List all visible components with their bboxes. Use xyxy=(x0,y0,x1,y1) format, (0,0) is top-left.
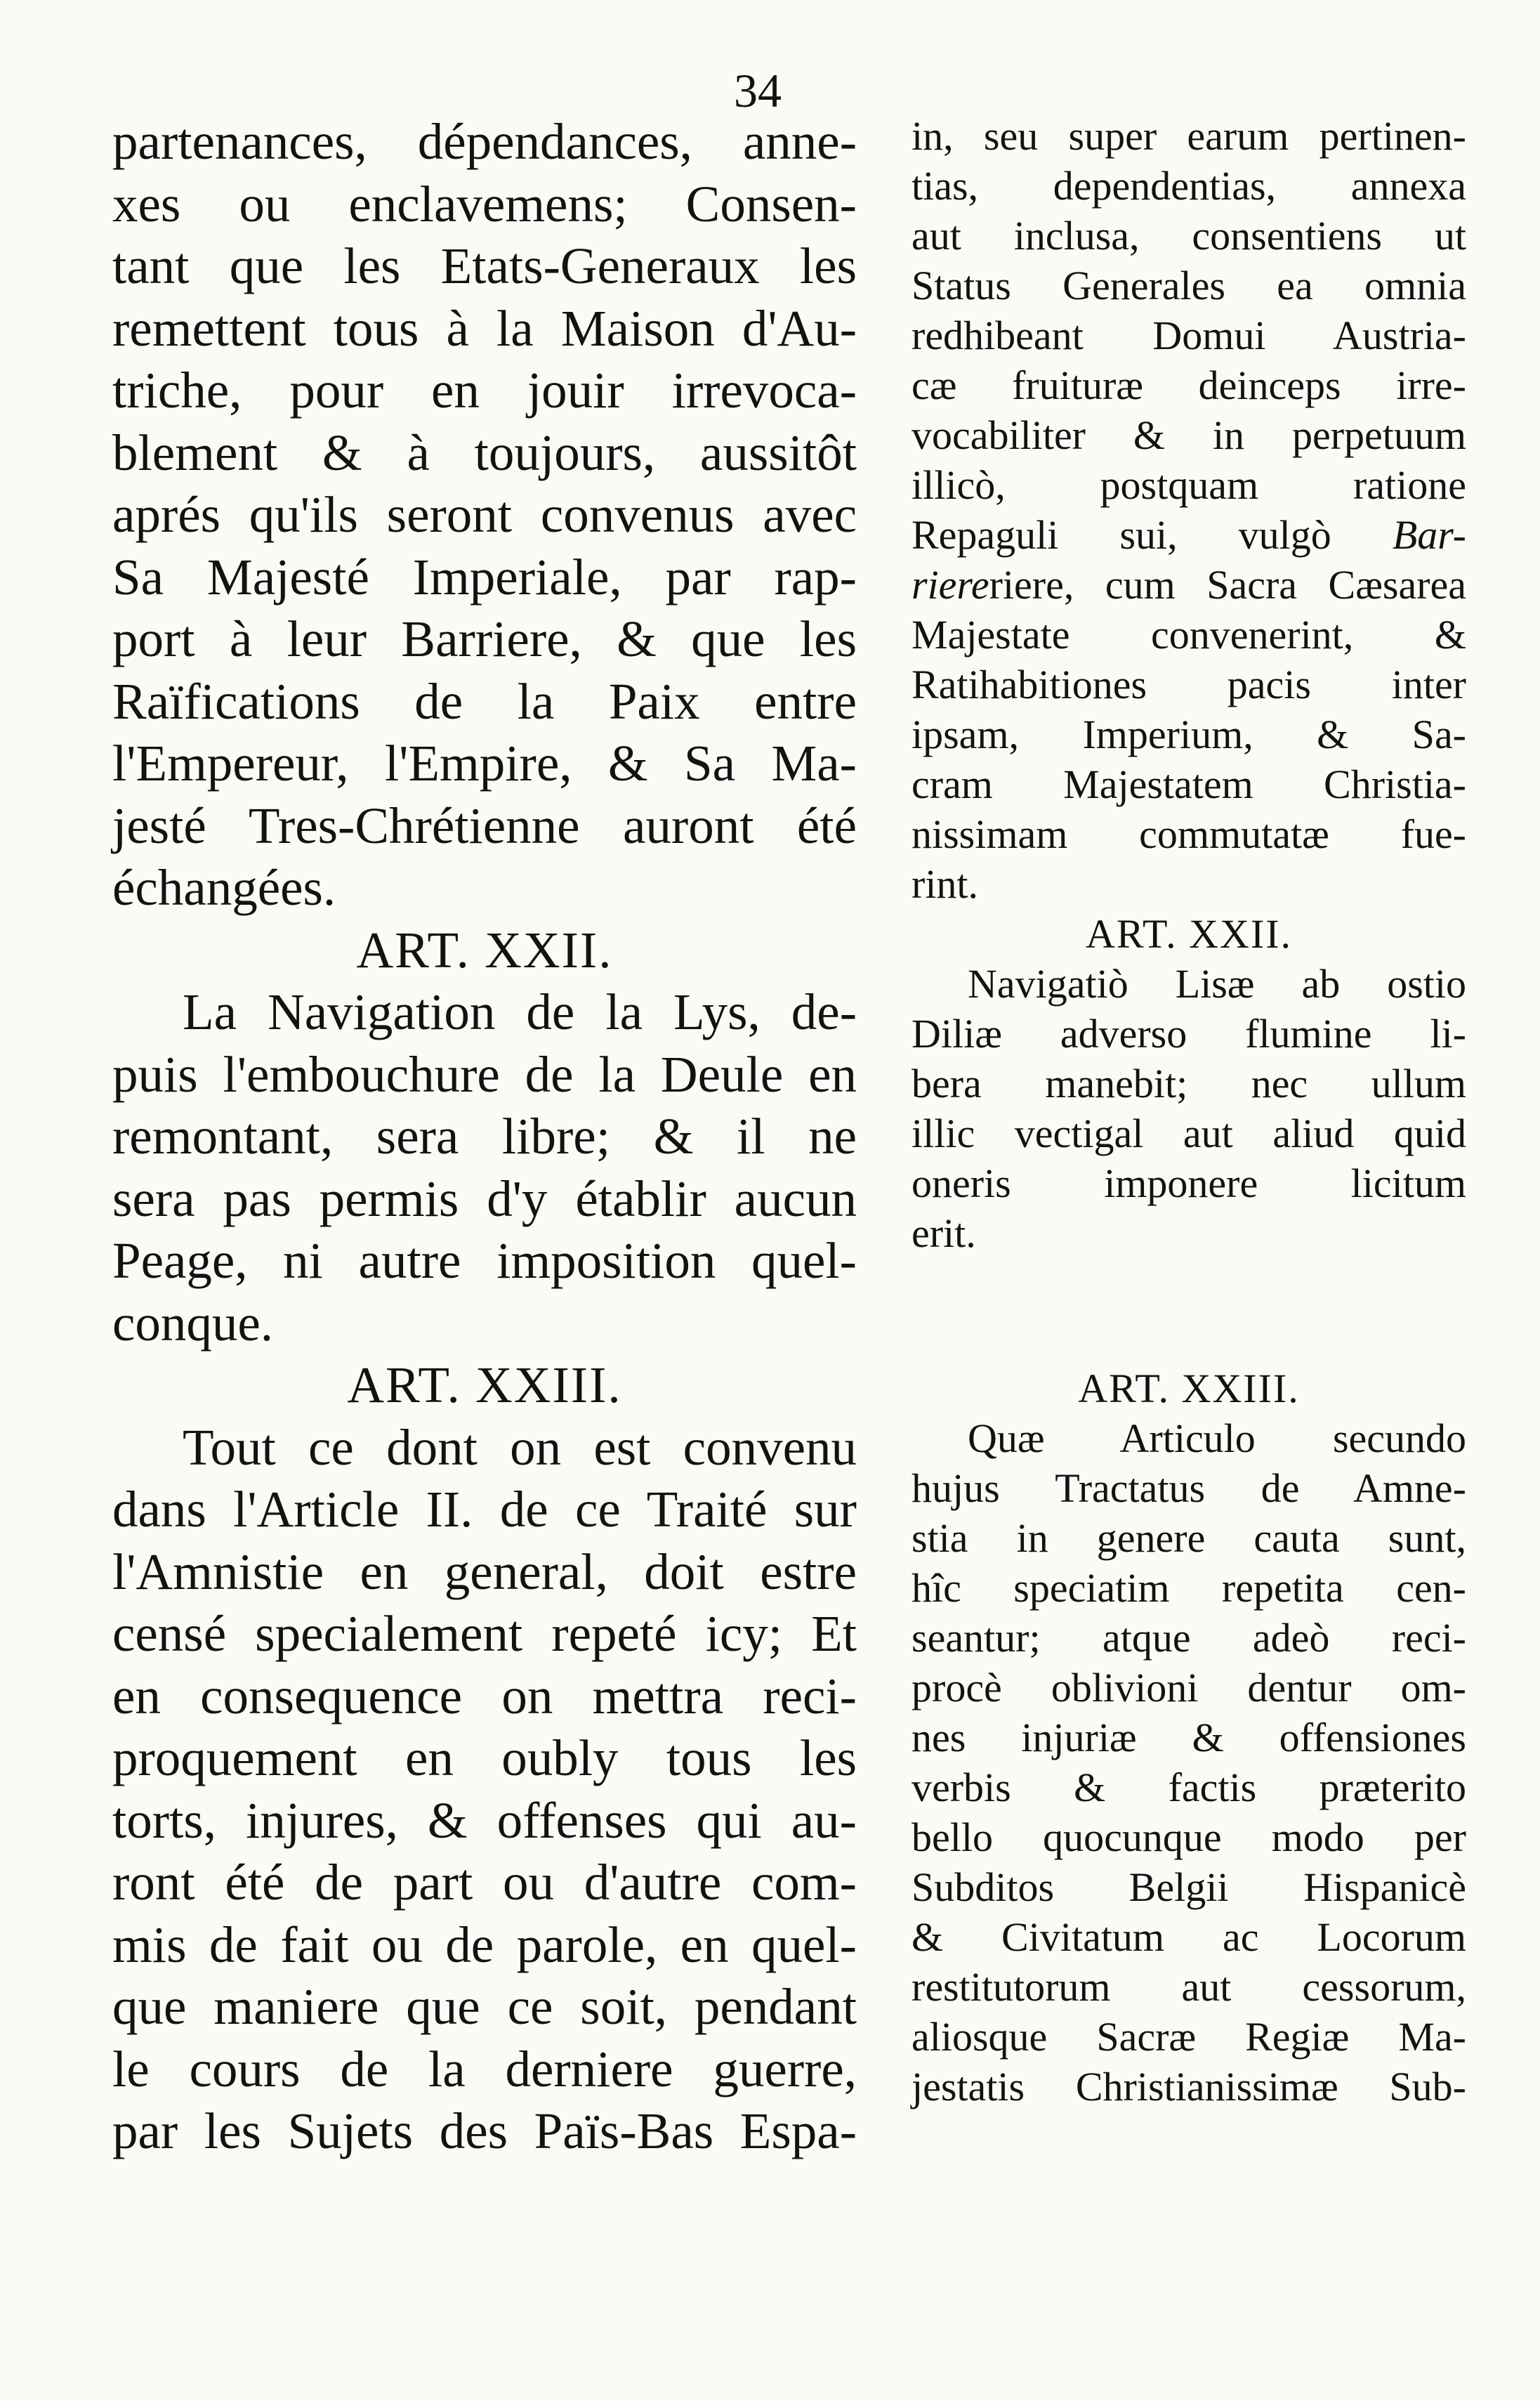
text-line: triche, pour en jouir irrevoca- xyxy=(112,362,857,419)
text-line: nes injuriæ & offensiones xyxy=(912,1715,1466,1760)
text-line: jestatis Christianissimæ Sub- xyxy=(912,2064,1466,2109)
text-line: mis de fait ou de parole, en quel- xyxy=(112,1916,857,1973)
text-line: aliosque Sacræ Regiæ Ma- xyxy=(912,2014,1466,2060)
text-line: tant que les Etats-Generaux les xyxy=(112,237,857,294)
latin-column xyxy=(912,111,1466,2112)
text-line: cram Majestatem Christia- xyxy=(912,761,1466,807)
article-23-text-fr xyxy=(112,1417,857,2163)
text-line: verbis & factis præterito xyxy=(912,1765,1466,1810)
text-line: que maniere que ce soit, pendant xyxy=(112,1978,857,2035)
text-line: Diliæ adverso flumine li- xyxy=(912,1011,1466,1056)
text-line: remettent tous à la Maison d'Au- xyxy=(112,299,857,357)
article-22-heading-fr: ART. XXII. xyxy=(356,921,613,979)
article-23-heading-la: ART. XXIII. xyxy=(1078,1366,1300,1411)
italic-term: Bar- xyxy=(1392,512,1466,558)
text-line: remontant, sera libre; & il ne xyxy=(112,1108,857,1165)
text-line: Majestate convenerint, & xyxy=(912,612,1466,658)
text-line: xes ou enclavemens; Consen- xyxy=(112,175,857,233)
text-line: nissimam commutatæ fue- xyxy=(912,811,1466,857)
text-line: blement & à toujours, aussitôt xyxy=(112,424,857,481)
text-line: Peage, ni autre imposition quel- xyxy=(112,1232,857,1289)
article-22-text-la xyxy=(912,959,1466,1258)
text-line: stia in genere cauta sunt, xyxy=(912,1515,1466,1561)
text-line: Subditos Belgii Hispanicè xyxy=(912,1864,1466,1910)
italic-term: riere xyxy=(912,562,989,608)
text-line: oneris imponere licitum xyxy=(912,1160,1466,1206)
text-line: en consequence on mettra reci- xyxy=(112,1667,857,1725)
text-line: Tout ce dont on est convenu xyxy=(183,1418,857,1476)
text-line: illicò, postquam ratione xyxy=(912,462,1466,508)
text-line: Quæ Articulo secundo xyxy=(968,1415,1466,1461)
text-line: cæ fruituræ deinceps irre- xyxy=(912,362,1466,408)
text-line: Raïfications de la Paix entre xyxy=(112,672,857,730)
text-line: dans l'Article II. de ce Traité sur xyxy=(112,1481,857,1538)
text-line: l'Amnistie en general, doit estre xyxy=(112,1543,857,1600)
article-23-text-la xyxy=(912,1413,1466,2112)
text-line: La Navigation de la Lys, de- xyxy=(183,983,857,1040)
text-line: échangées. xyxy=(112,859,336,916)
text-line: censé specialement repeté icy; Et xyxy=(112,1605,857,1662)
text-line: restitutorum aut cessorum, xyxy=(912,1964,1466,2010)
text-line: bera manebit; nec ullum xyxy=(912,1061,1466,1106)
text-line: redhibeant Domui Austria- xyxy=(912,313,1466,358)
text-line-with-italic xyxy=(912,560,1466,610)
text-line: erit. xyxy=(912,1210,976,1256)
text-line: hujus Tractatus de Amne- xyxy=(912,1465,1466,1511)
text-line: & Civitatum ac Locorum xyxy=(912,1914,1466,1960)
article-22-text-fr xyxy=(112,981,857,1354)
text-line: par les Sujets des Païs-Bas Espa- xyxy=(112,2102,857,2159)
text-line: in, seu super earum pertinen- xyxy=(912,113,1466,159)
article-22-heading-la: ART. XXII. xyxy=(1085,911,1293,957)
text-line: ipsam, Imperium, & Sa- xyxy=(912,712,1466,757)
text-line: rint. xyxy=(912,861,979,907)
column-gap xyxy=(912,1258,1466,1363)
text-segment: Repaguli sui, vulgò xyxy=(912,512,1331,558)
page-number: 34 xyxy=(734,64,782,117)
text-line: bello quocunque modo per xyxy=(912,1814,1466,1860)
text-line: Status Generales ea omnia xyxy=(912,263,1466,308)
text-line: ront été de part ou d'autre com- xyxy=(112,1854,857,1911)
text-line: sera pas permis d'y établir aucun xyxy=(112,1170,857,1227)
text-line: seantur; atque adeò reci- xyxy=(912,1615,1466,1661)
article-23-heading-fr: ART. XXIII. xyxy=(347,1356,622,1413)
text-line: hîc speciatim repetita cen- xyxy=(912,1565,1466,1611)
text-line: aut inclusa, consentiens ut xyxy=(912,213,1466,259)
text-line: tias, dependentias, annexa xyxy=(912,163,1466,209)
french-paragraph-continuation xyxy=(112,111,857,920)
text-line-with-italic xyxy=(912,510,1466,560)
text-line: puis l'embouchure de la Deule en xyxy=(112,1045,857,1103)
text-line: vocabiliter & in perpetuum xyxy=(912,412,1466,458)
text-line: l'Empereur, l'Empire, & Sa Ma- xyxy=(112,735,857,792)
text-line: partenances, dépendances, anne- xyxy=(112,113,857,170)
text-line: illic vectigal aut aliud quid xyxy=(912,1111,1466,1156)
text-line: conque. xyxy=(112,1294,274,1352)
text-line: Ratihabitiones pacis inter xyxy=(912,662,1466,707)
text-line: Sa Majesté Imperiale, par rap- xyxy=(112,548,857,606)
latin-paragraph-continuation xyxy=(912,111,1466,909)
text-line: Navigatiò Lisæ ab ostio xyxy=(968,961,1466,1007)
text-line: le cours de la derniere guerre, xyxy=(112,2040,857,2098)
text-line: jesté Tres-Chrétienne auront été xyxy=(112,797,857,854)
text-line: procè oblivioni dentur om- xyxy=(912,1665,1466,1710)
text-line: torts, injures, & offenses qui au- xyxy=(112,1791,857,1849)
french-column xyxy=(112,111,857,2163)
text-line: aprés qu'ils seront convenus avec xyxy=(112,486,857,543)
text-line: proquement en oubly tous les xyxy=(112,1729,857,1786)
text-line: port à leur Barriere, & que les xyxy=(112,610,857,667)
text-segment: riere, cum Sacra Cæsarea xyxy=(989,562,1466,608)
